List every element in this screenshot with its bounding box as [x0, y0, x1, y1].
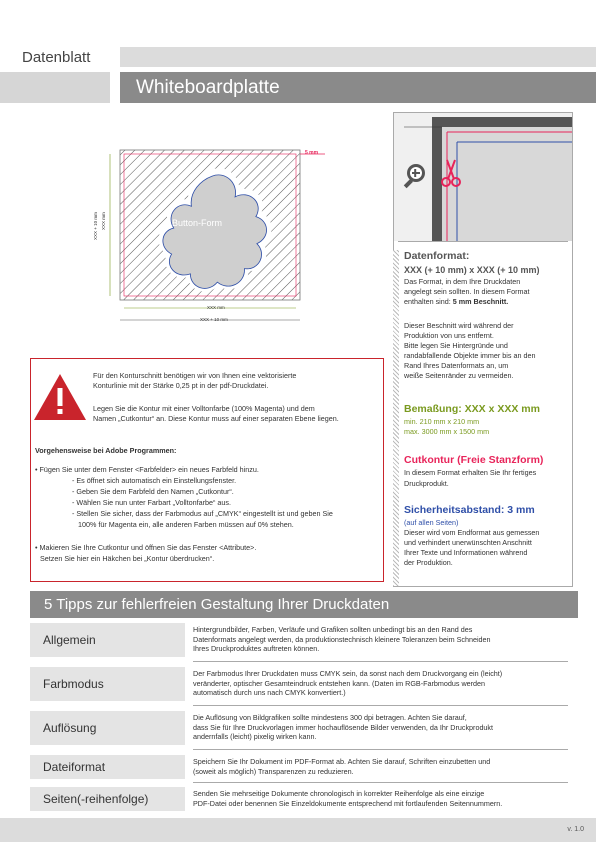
tip-label-aufloesung: Auflösung	[30, 711, 185, 745]
footer-bar	[0, 818, 596, 842]
tip-label-seiten: Seiten(-reihenfolge)	[30, 787, 185, 811]
tip-text-line: Senden Sie mehrseitige Dokumente chronologisch in korrekter Reihenfolge als eine einzige	[193, 789, 485, 798]
bemassung-min: min. 210 mm x 210 mm	[404, 417, 480, 426]
datenformat-line-2: angelegt sein sollten. In diesem Format	[404, 287, 530, 296]
tip-separator	[193, 782, 568, 783]
scissors-icon	[441, 158, 461, 193]
tip-text-line: Hintergrundbilder, Farben, Verläufe und Grafiken sollten unbedingt bis an den Rand des	[193, 625, 473, 634]
version-label: v. 1.0	[567, 826, 584, 833]
sicherheit-line-1: Dieser wird vom Endformat aus gemessen	[404, 528, 540, 537]
tip-label-allgemein: Allgemein	[30, 623, 185, 657]
sicherheit-sub: (auf allen Seiten)	[404, 518, 459, 527]
tip-label-dateiformat: Dateiformat	[30, 755, 185, 779]
datenformat-line-3-text: enthalten sind:	[404, 297, 453, 306]
procedure-step-1b: - Geben Sie dem Farbfeld den Namen „Cutkontur“.	[72, 487, 234, 496]
dim-inner-bottom: XXX mm	[207, 305, 225, 310]
cutkontur-line-2: Druckprodukt.	[404, 479, 449, 488]
tip-text-line: automatisch durch uns nach CMYK konvertiert.)	[193, 688, 346, 698]
datenformat-p2-5: Rand Ihres Datenformats an, um	[404, 361, 509, 370]
tip-text-allgemein	[193, 625, 563, 654]
dim-inner-left: XXX mm	[101, 212, 106, 230]
tip-text-farbmodus	[193, 669, 563, 698]
dim-outer-left: XXX + 10 mm	[93, 212, 98, 240]
bemassung-heading: Bemaßung: XXX x XXX mm	[404, 403, 540, 415]
datenformat-p2-6: weiße Seitenränder zu vermeiden.	[404, 371, 514, 380]
datasheet-tab: Datenblatt	[0, 47, 120, 67]
info-divider	[398, 241, 568, 242]
bemassung-max: max. 3000 mm x 1500 mm	[404, 427, 490, 436]
sicherheit-line-3: Ihrer Texte und Informationen während	[404, 548, 528, 557]
datenformat-value: XXX (+ 10 mm) x XXX (+ 10 mm)	[404, 265, 540, 275]
datenformat-line-1: Das Format, in dem Ihre Druckdaten	[404, 277, 521, 286]
cutkontur-heading: Cutkontur (Freie Stanzform)	[404, 454, 544, 466]
notice-intro-2: Konturlinie mit der Stärke 0,25 pt in der pdf-Druckdatei.	[93, 381, 269, 390]
bleed-label: 5 mm	[305, 150, 319, 156]
sicherheit-line-2: und verhindert unerwünschten Anschnitt	[404, 538, 532, 547]
tip-text-line: Die Auflösung von Bildgrafiken sollte mindestens 300 dpi betragen. Achten Sie darauf,	[193, 713, 467, 722]
tip-text-line: Datenformats angelegt werden, da produktionstechnisch kleinere Toleranzen beim Schneiden	[193, 634, 491, 644]
tip-text-line: (soweit als möglich) Transparenzen zu reduzieren.	[193, 766, 354, 776]
procedure-step-1: • Fügen Sie unter dem Fenster <Farbfelder> ein neues Farbfeld hinzu.	[35, 465, 259, 474]
title-bar-left	[0, 72, 110, 103]
tip-text-dateiformat	[193, 757, 563, 776]
notice-intro-1: Für den Konturschnitt benötigen wir von Ihnen eine vektorisierte	[93, 371, 297, 380]
tip-text-seiten	[193, 789, 563, 808]
datenformat-bleed-bold: 5 mm Beschnitt.	[452, 297, 509, 306]
datenformat-p2-2: Produktion von uns entfernt.	[404, 331, 494, 340]
datenformat-line-3	[404, 297, 508, 307]
procedure-step-1c: - Wählen Sie nun unter Farbart „Volltonfarbe“ aus.	[72, 498, 232, 507]
tip-text-line: andernfalls (leicht) pixelig wirken kann.	[193, 732, 317, 742]
datenformat-p2-1: Dieser Beschnitt wird während der	[404, 321, 514, 330]
tip-text-line: veränderter, optischer Gesamteindruck entstehen kann. (Daten im RGB-Farbmodus werden	[193, 678, 486, 688]
notice-color-1: Legen Sie die Kontur mit einer Volltonfarbe (100% Magenta) und dem	[93, 404, 315, 413]
tip-text-line: PDF-Datei oder benennen Sie Einzeldokumente entsprechend mit fortlaufenden Seitennummern.	[193, 798, 503, 808]
tip-text-line: Ihres Druckproduktes auftreten können.	[193, 644, 320, 654]
dim-outer-bottom: XXX + 10 mm	[200, 317, 228, 322]
tip-label-farbmodus: Farbmodus	[30, 667, 185, 701]
procedure-step-2a: Setzen Sie hier ein Häkchen bei „Kontur überdrucken“.	[40, 554, 215, 563]
sicherheit-heading: Sicherheitsabstand: 3 mm	[404, 504, 535, 516]
tip-separator	[193, 749, 568, 750]
procedure-step-1d: - Stellen Sie sicher, dass der Farbmodus auf „CMYK“ eingestellt ist und geben Sie	[72, 509, 333, 518]
procedure-step-1a: - Es öffnet sich automatisch ein Einstellungsfenster.	[72, 476, 237, 485]
tip-separator	[193, 661, 568, 662]
page-title: Whiteboardplatte	[120, 72, 596, 103]
datenformat-heading: Datenformat:	[404, 250, 470, 262]
procedure-step-2: • Makieren Sie Ihre Cutkontur und öffnen Sie das Fenster <Attribute>.	[35, 543, 257, 552]
procedure-heading: Vorgehensweise bei Adobe Programmen:	[35, 446, 177, 455]
notice-color-2: Namen „Cutkontur“ an. Diese Kontur muss auf einer separaten Ebene liegen.	[93, 414, 339, 423]
panel-side-hatch	[393, 250, 399, 586]
zoom-in-icon	[400, 160, 432, 197]
datenformat-p2-3: Bitte legen Sie Hintergründe und	[404, 341, 508, 350]
tip-separator	[193, 705, 568, 706]
tip-text-aufloesung	[193, 713, 563, 742]
tip-text-line: Speichern Sie Ihr Dokument im PDF-Format ab. Achten Sie darauf, Schriften einzubetten und	[193, 757, 491, 766]
tip-text-line: dass Sie für Ihre Druckvorlagen immer hochauflösende Bilder verwenden, da Ihr Druckprodukt	[193, 722, 494, 732]
tips-title: 5 Tipps zur fehlerfreien Gestaltung Ihrer Druckdaten	[30, 591, 578, 618]
sicherheit-line-4: der Produktion.	[404, 558, 453, 567]
procedure-step-1e: 100% für Magenta ein, alle anderen Farben müssen auf 0% stehen.	[78, 520, 294, 529]
tip-text-line: Der Farbmodus Ihrer Druckdaten muss CMYK sein, da sonst nach dem Druckvorgang ein (leicht)	[193, 669, 503, 678]
cutkontur-line-1: In diesem Format erhalten Sie Ihr fertiges	[404, 468, 537, 477]
warning-icon	[32, 372, 88, 427]
datenformat-p2-4: randabfallende Objekte immer bis an den	[404, 351, 536, 360]
button-form-label: Button-Form	[172, 218, 223, 228]
